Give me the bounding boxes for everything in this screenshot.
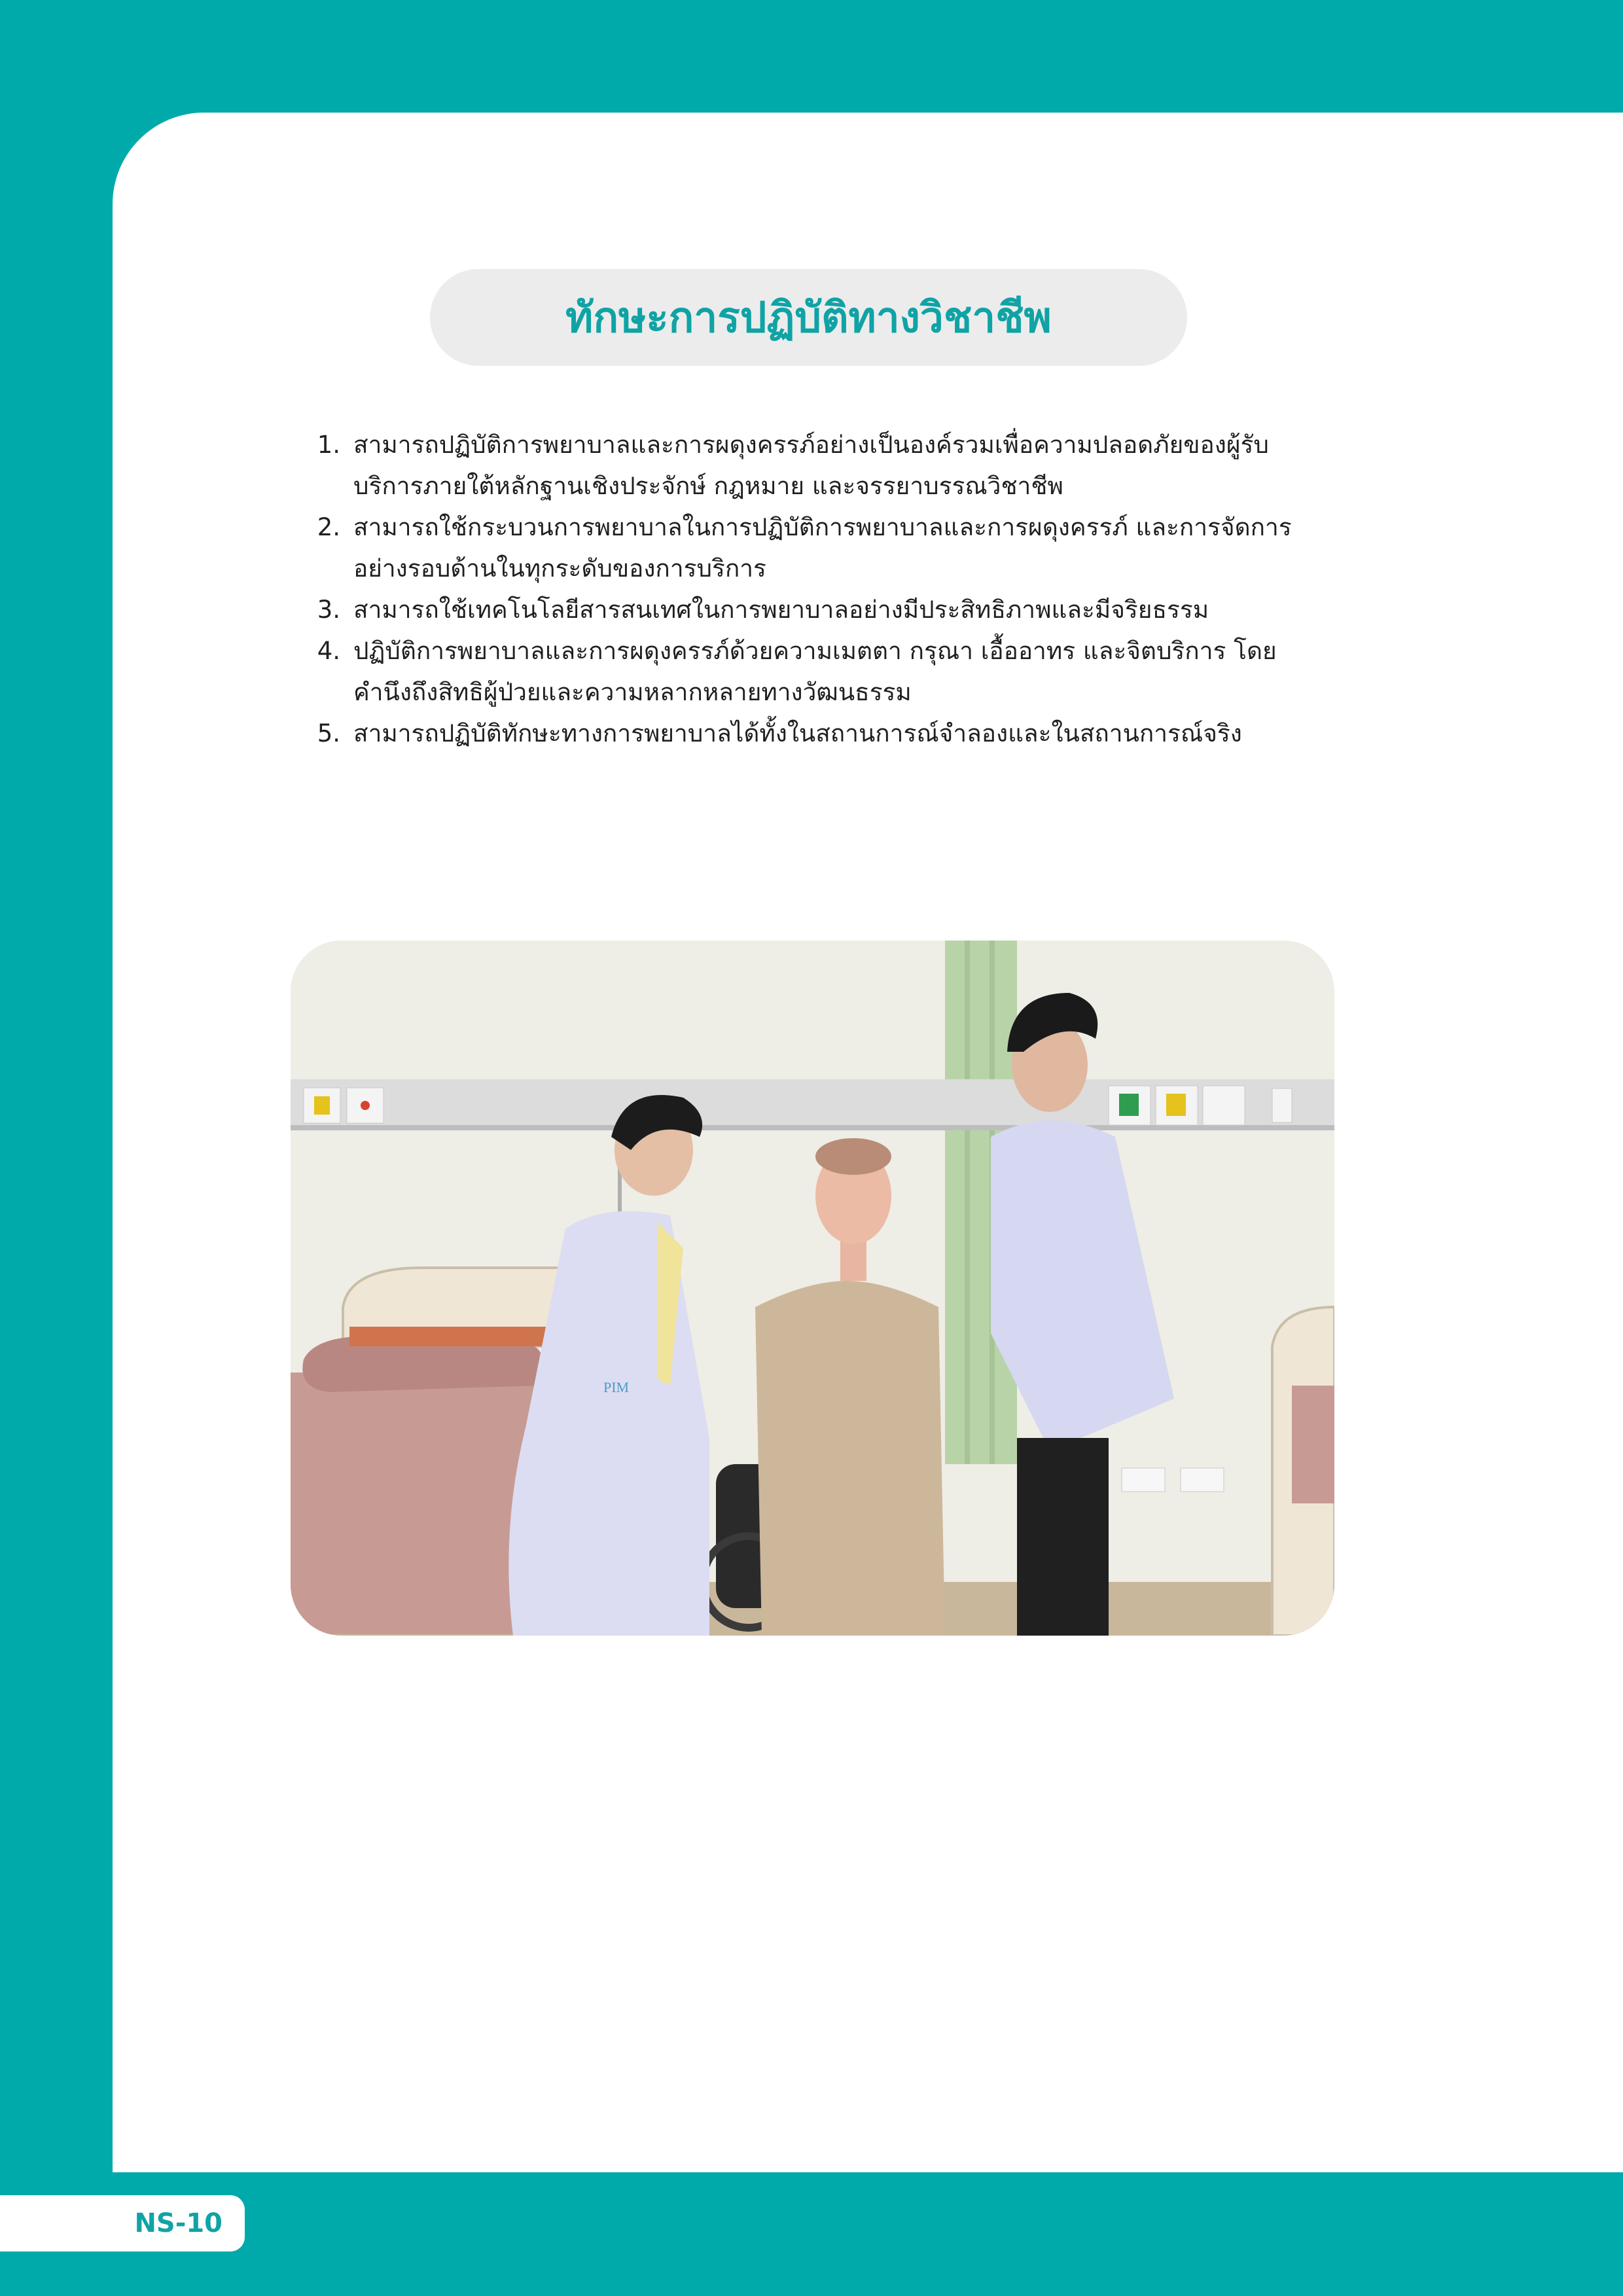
nursing-practice-photo: [291, 941, 1334, 1636]
photo-illustration: [291, 941, 1334, 1636]
list-item: [308, 589, 1329, 630]
competency-list: [308, 424, 1329, 754]
list-item: [308, 630, 1329, 713]
list-item: [308, 507, 1329, 589]
list-item: [308, 424, 1329, 507]
list-item-number: 1.: [317, 431, 340, 459]
page-number: NS-10: [134, 2208, 223, 2238]
list-item-text: สามารถใช้เทคโนโลยีสารสนเทศในการพยาบาลอย่างมีประสิทธิภาพและมีจริยธรรม: [353, 596, 1209, 624]
list-item-text: สามารถปฏิบัติทักษะทางการพยาบาลได้ทั้งในสถานการณ์จำลองและในสถานการณ์จริง: [353, 719, 1242, 747]
list-item-number: 5.: [317, 719, 340, 747]
title-banner: [430, 269, 1187, 366]
list-item: [308, 713, 1329, 754]
list-item-number: 3.: [317, 596, 340, 624]
list-item-number: 2.: [317, 513, 340, 541]
list-item-text: สามารถใช้กระบวนการพยาบาลในการปฏิบัติการพยาบาลและการผดุงครรภ์ และการจัดการอย่างรอบด้านในทุกระดับของการบริการ: [353, 513, 1292, 583]
student-trousers: [1017, 1438, 1109, 1636]
list-item-number: 4.: [317, 637, 340, 665]
page-number-tab: [0, 2195, 245, 2251]
page-title: ทักษะการปฏิบัติทางวิชาชีพ: [565, 294, 1052, 342]
uniform-logo: PIM: [603, 1379, 630, 1395]
list-item-text: ปฏิบัติการพยาบาลและการผดุงครรภ์ด้วยความเมตตา กรุณา เอื้ออาทร และจิตบริการ โดยคำนึงถึงสิทธิผู้ป่วยและความหลากหลายทางวัฒนธรรม: [353, 637, 1277, 706]
patient-gown: [755, 1281, 945, 1636]
list-item-text: สามารถปฏิบัติการพยาบาลและการผดุงครรภ์อย่างเป็นองค์รวมเพื่อความปลอดภัยของผู้รับบริการภายใต้หลักฐานเชิงประจักษ์ กฎหมาย และจรรยาบรรณวิชาชีพ: [353, 431, 1269, 500]
